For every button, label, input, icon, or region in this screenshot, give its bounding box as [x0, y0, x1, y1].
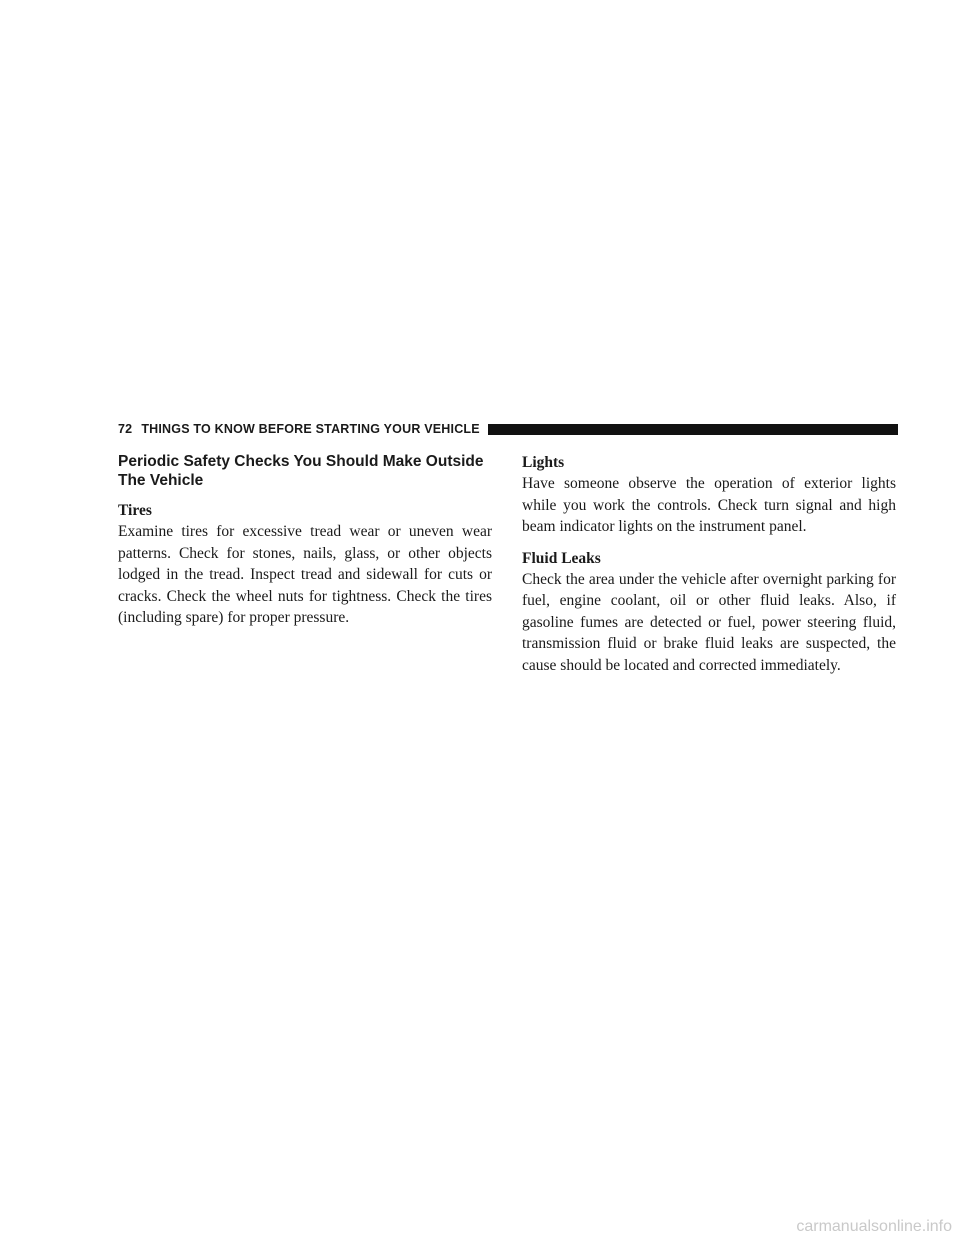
lights-paragraph: Have someone observe the operation of exterior lights while you work the controls. Check turn signal and high beam indicator lights on the instrument panel. — [522, 475, 896, 535]
left-column — [118, 452, 492, 639]
fluid-leaks-paragraph: Check the area under the vehicle after overnight parking for fuel, engine coolant, oil or other fluid leaks. Also, if gasoline fumes are detected or fuel, power steering fluid, transmission fluid or brake fluid leaks are suspected, the cause should be located and corrected immediately. — [522, 570, 896, 674]
main-heading: Periodic Safety Checks You Should Make Outside The Vehicle — [118, 453, 484, 489]
watermark-link[interactable]: carmanualsonline.info — [796, 1218, 952, 1235]
page-header — [118, 421, 898, 437]
fluid-leaks-heading: Fluid Leaks — [522, 549, 601, 567]
page-number: 72 — [118, 422, 133, 436]
tires-heading: Tires — [118, 502, 152, 519]
lights-heading: Lights — [522, 454, 565, 471]
right-column — [522, 452, 896, 686]
tires-section — [118, 500, 492, 629]
lights-section — [522, 452, 896, 538]
fluid-leaks-section — [522, 548, 896, 677]
header-rule — [488, 424, 898, 435]
section-title: THINGS TO KNOW BEFORE STARTING YOUR VEHICLE — [141, 422, 480, 436]
tires-paragraph: Examine tires for excessive tread wear or uneven wear patterns. Check for stones, nails, glass, or other objects lodged in the tread. Inspect tread and sidewall for cuts or cracks. Check the wheel nuts for tightness. Check the tires (including spare) for proper pressure. — [118, 523, 492, 626]
